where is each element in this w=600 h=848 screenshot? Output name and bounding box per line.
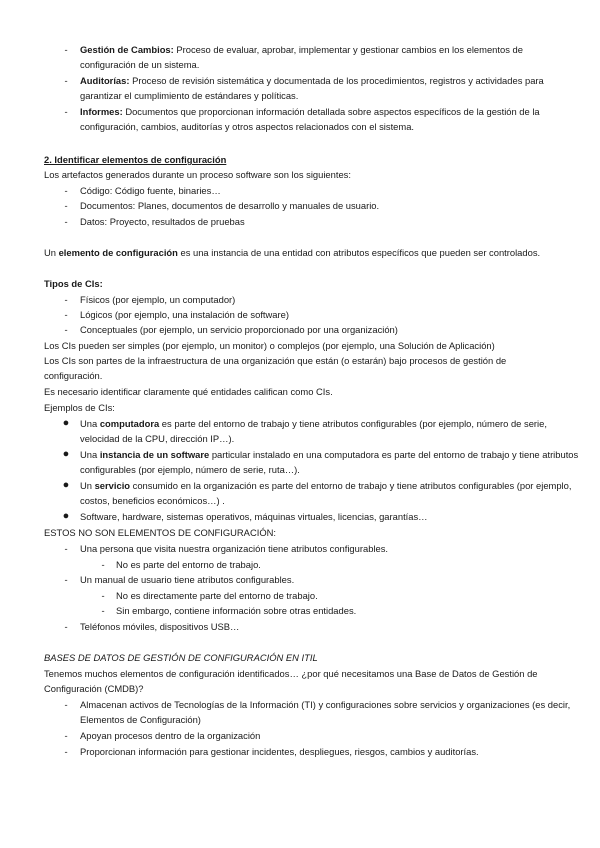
dash-marker: - xyxy=(64,200,68,211)
dash-marker: - xyxy=(64,699,68,710)
bullet-marker: ● xyxy=(62,510,70,522)
list-item xyxy=(60,214,580,229)
paragraph: Los CIs son partes de la infraestructura de una organización que están (o estarán) bajo procesos de gestión de configuración. xyxy=(44,355,507,382)
list-text: Proporcionan información para gestionar incidentes, despliegues, riesgos, cambios y auditorías. xyxy=(80,746,479,757)
paragraph: Es necesario identificar claramente qué entidades califican como CIs. xyxy=(44,386,333,397)
dash-marker: - xyxy=(64,106,68,117)
list-item xyxy=(60,697,580,727)
definition: Proceso de revisión sistemática y documentada de los procedimientos, registros y actividades para garantizar el cumplimiento de estándares y políticas. xyxy=(80,75,544,102)
sub-list-item xyxy=(98,603,576,618)
dash-marker: - xyxy=(64,574,68,585)
list-item xyxy=(60,198,580,213)
dash-marker: - xyxy=(64,216,68,227)
dash-marker: - xyxy=(64,309,68,320)
list-item xyxy=(60,73,580,103)
dash-marker: - xyxy=(64,324,68,335)
paragraph: Ejemplos de CIs: xyxy=(44,402,115,413)
list-text: Lógicos (por ejemplo, una instalación de software) xyxy=(80,309,289,320)
dash-marker: - xyxy=(64,621,68,632)
list-item xyxy=(60,42,580,72)
list-item xyxy=(60,322,580,337)
list-text: No es directamente parte del entorno de trabajo. xyxy=(116,590,318,601)
list-item: ● Una computadora es parte del entorno de trabajo y tiene atributos configurables (por ejemplo, número de serie, velocidad de la CPU, dirección IP…). xyxy=(60,416,580,446)
bullet-marker: ● xyxy=(62,448,70,460)
list-item: ● Una instancia de un software particular instalado en una computadora es parte del entorno de trabajo y tiene atributos configurables (por ejemplo, número de serie, ruta…). xyxy=(60,447,580,477)
dash-marker: - xyxy=(64,44,68,55)
dash-marker: - xyxy=(64,543,68,554)
list-text: Teléfonos móviles, dispositivos USB… xyxy=(80,621,240,632)
list-text: Sin embargo, contiene información sobre otras entidades. xyxy=(116,605,357,616)
list-text: Físicos (por ejemplo, un computador) xyxy=(80,294,236,305)
list-text: Almacenan activos de Tecnologías de la Información (TI) y configuraciones sobre servicios y organizaciones (es decir, Elementos de Configuración) xyxy=(80,699,571,726)
paragraph: Tenemos muchos elementos de configuración identificados… ¿por qué necesitamos una Base de Datos de Gestión de Configuración (CMDB)? xyxy=(44,668,538,695)
list-text: Apoyan procesos dentro de la organización xyxy=(80,730,261,741)
section-heading: 2. Identificar elementos de configuración xyxy=(44,154,227,165)
list-item: ● Un servicio consumido en la organización es parte del entorno de trabajo y tiene atributos configurables (por ejemplo, costos, beneficios económicos…) . xyxy=(60,478,580,508)
sub-list-item xyxy=(98,588,576,603)
list-text: Código: Código fuente, binaries… xyxy=(80,185,221,196)
list-item xyxy=(60,572,580,587)
section-heading: BASES DE DATOS DE GESTIÓN DE CONFIGURACIÓN EN ITIL xyxy=(44,652,318,663)
term: Gestión de Cambios: xyxy=(80,44,174,55)
dash-marker: - xyxy=(101,605,105,616)
dash-marker: - xyxy=(64,730,68,741)
term: instancia de un software xyxy=(99,449,210,460)
list-item: ● Software, hardware, sistemas operativos, máquinas virtuales, licencias, garantías… xyxy=(60,509,580,524)
list-item xyxy=(60,183,580,198)
paragraph: Los artefactos generados durante un proceso software son los siguientes: xyxy=(44,169,351,180)
dash-marker: - xyxy=(101,559,105,570)
list-text: Una persona que visita nuestra organización tiene atributos configurables. xyxy=(80,543,389,554)
term: computadora xyxy=(99,418,160,429)
list-text: Documentos: Planes, documentos de desarrollo y manuales de usuario. xyxy=(80,200,380,211)
bullet-marker: ● xyxy=(62,479,70,491)
list-text: Datos: Proyecto, resultados de pruebas xyxy=(80,216,245,227)
paragraph: ESTOS NO SON ELEMENTOS DE CONFIGURACIÓN: xyxy=(44,527,276,538)
list-item xyxy=(60,541,580,556)
list-text: Conceptuales (por ejemplo, un servicio proporcionado por una organización) xyxy=(80,324,398,335)
list-text: No es parte del entorno de trabajo. xyxy=(116,559,261,570)
dash-marker: - xyxy=(64,746,68,757)
list-text: Un manual de usuario tiene atributos configurables. xyxy=(80,574,295,585)
term: servicio xyxy=(94,480,131,491)
list-item xyxy=(60,728,580,743)
list-item xyxy=(60,744,580,759)
bullet-marker: ● xyxy=(62,417,70,429)
paragraph: Los CIs pueden ser simples (por ejemplo, un monitor) o complejos (por ejemplo, una Solución de Aplicación) xyxy=(44,340,495,351)
definition-paragraph: Un elemento de configuración es una instancia de una entidad con atributos específicos que pueden ser controlados. xyxy=(44,247,541,258)
definition: Proceso de evaluar, aprobar, implementar y gestionar cambios en los elementos de configuración de un sistema. xyxy=(80,44,523,71)
dash-marker: - xyxy=(64,185,68,196)
list-item xyxy=(60,292,580,307)
dash-marker: - xyxy=(64,75,68,86)
term: elemento de configuración xyxy=(58,247,178,258)
term: Auditorías: xyxy=(80,75,130,86)
term: Informes: xyxy=(80,106,123,117)
definition: Documentos que proporcionan información detallada sobre aspectos específicos de la gestión de la configuración, cambios, auditorías y otros aspectos relacionados con el sistema. xyxy=(80,106,540,133)
dash-marker: - xyxy=(101,590,105,601)
list-item xyxy=(60,104,580,134)
list-item xyxy=(60,619,580,634)
sub-list-item xyxy=(98,557,576,572)
dash-marker: - xyxy=(64,294,68,305)
list-item xyxy=(60,307,580,322)
subheading: Tipos de CIs: xyxy=(44,278,103,289)
